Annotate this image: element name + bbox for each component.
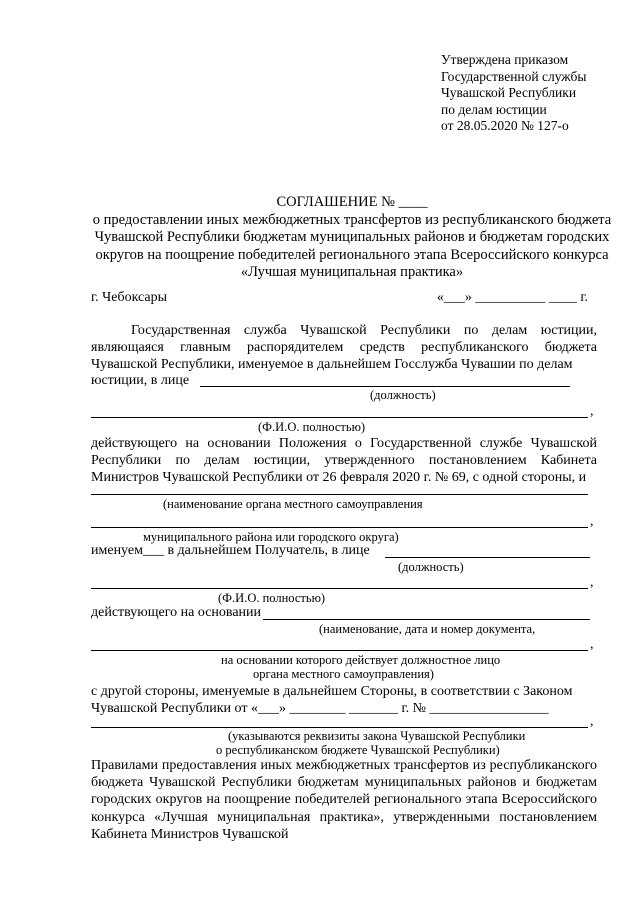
title-line: Чувашской Республики бюджетам муниципальных районов и бюджетам городских	[94, 229, 610, 245]
approval-line: от 28.05.2020 № 127-о	[441, 118, 569, 133]
caption-document: органа местного самоуправления)	[253, 667, 434, 681]
blank-line	[91, 727, 588, 728]
approval-line: по делам юстиции	[441, 101, 547, 117]
blank-line	[200, 386, 570, 387]
recipient-label: именуем___ в дальнейшем Получатель, в лице	[91, 543, 370, 558]
in-person-label: юстиции, в лице	[91, 373, 190, 388]
blank-line	[385, 557, 590, 558]
agreement-title	[60, 194, 640, 282]
caption-fio: (Ф.И.О. полностью)	[218, 591, 326, 605]
law-reference-line: Чувашской Республики от «___» ________ _______ г. № _________________	[91, 701, 549, 716]
acting-label: действующего на основании	[91, 605, 262, 620]
title-line: округов на поощрение победителей регионального этапа Всероссийского конкурса	[95, 246, 609, 263]
comma: ,	[590, 575, 594, 590]
blank-line	[91, 417, 588, 418]
approval-line: Чувашской Республики	[441, 85, 577, 100]
comma: ,	[590, 514, 594, 529]
title-line: «Лучшая муниципальная практика»	[240, 264, 464, 280]
date-placeholder: «___» __________ ____ г.	[436, 290, 588, 305]
comma: ,	[590, 714, 594, 729]
blank-line	[91, 650, 588, 651]
city: г. Чебоксары	[91, 290, 168, 305]
paragraph-1: Государственная служба Чувашской Республики по делам юстиции, являющаяся главным распорядителем средств республиканского бюджета Чувашской Республики, именуемое в дальнейшем Госслужба Чувашии по делам	[91, 323, 597, 372]
comma: ,	[590, 637, 594, 652]
agreement-heading: СОГЛАШЕНИЕ № ____	[276, 194, 428, 210]
approval-stamp	[441, 52, 586, 135]
caption-position: (должность)	[370, 388, 436, 402]
comma: ,	[590, 404, 594, 419]
caption-org: (наименование органа местного самоуправления	[163, 497, 423, 511]
blank-line	[91, 588, 588, 589]
approval-line: Государственной службы	[441, 68, 587, 84]
caption-position: (должность)	[398, 560, 464, 574]
parties-line: с другой стороны, именуемые в дальнейшем Стороны, в соответствии с Законом	[91, 684, 573, 699]
caption-document: на основании которого действует должностное лицо	[221, 653, 501, 667]
blank-line	[263, 619, 590, 620]
caption-law: (указываются реквизиты закона Чувашской Республики	[228, 729, 526, 743]
caption-law: о республиканском бюджете Чувашской Республики)	[216, 743, 500, 757]
paragraph-3: Правилами предоставления иных межбюджетных трансфертов из республиканского бюджета Чувашской Республики бюджетам муниципальных районов и бюджетам городских округов на поощрение победителей регионального этапа Всероссийского конкурса «Лучшая муниципальная практика», утвержденными постановлением Кабинета Министров Чувашской	[91, 758, 597, 842]
caption-fio: (Ф.И.О. полностью)	[258, 420, 366, 434]
blank-line	[91, 494, 588, 495]
caption-org-type: муниципального района или городского округа)	[143, 530, 399, 544]
title-line: о предоставлении иных межбюджетных трансфертов из республиканского бюджета	[92, 211, 612, 228]
paragraph-2: действующего на основании Положения о Государственной службе Чувашской Республики по делам юстиции, утвержденного постановлением Кабинета Министров Чувашской Республики от 26 февраля 2020 г. № 69, с одной стороны, и	[91, 436, 597, 485]
blank-line	[91, 527, 588, 528]
approval-line: Утверждена приказом	[441, 52, 569, 67]
caption-document: (наименование, дата и номер документа,	[319, 622, 536, 636]
